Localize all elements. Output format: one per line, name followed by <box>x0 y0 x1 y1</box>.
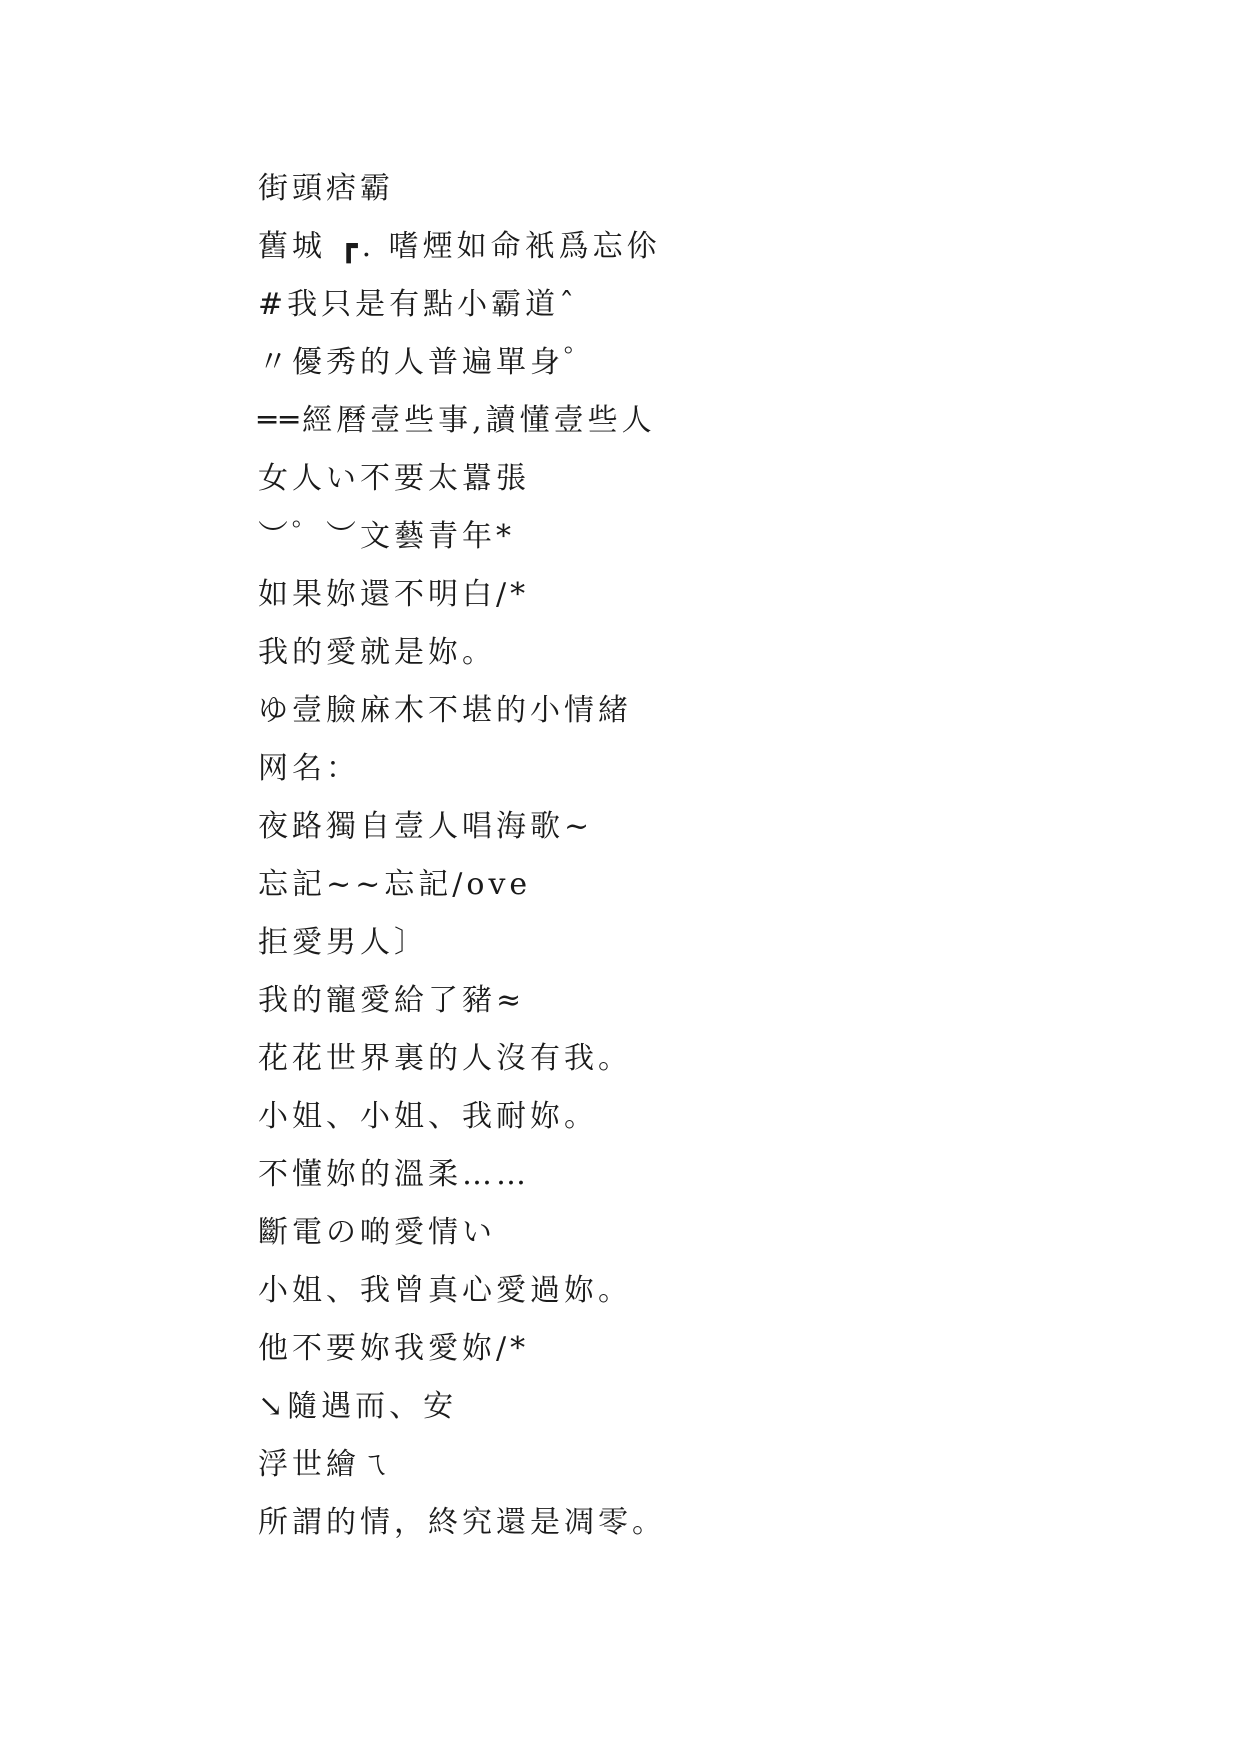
list-item: 斷電の啲愛情い <box>258 1215 496 1250</box>
list-item: 女人い不要太囂張 <box>258 461 530 496</box>
list-item: 不懂妳的溫柔…… <box>258 1157 530 1192</box>
list-item: 浮世繪ㄟ <box>258 1447 394 1482</box>
list-item: 他不要妳我愛妳/* <box>258 1331 530 1366</box>
list-item: 夜路獨自壹人唱海歌~ <box>258 809 594 844</box>
list-item: 小姐、小姐、我耐妳。 <box>258 1099 598 1134</box>
list-item: 花花世界裏的人沒有我。 <box>258 1041 632 1076</box>
list-item: 街頭痞霸 <box>258 171 394 206</box>
nickname-list <box>258 160 666 1552</box>
list-item: 我的寵愛給了豬≈ <box>258 983 526 1018</box>
list-item: ゆ壹臉麻木不堪的小情緒 <box>258 693 632 728</box>
list-item: 舊城 ┏. 嗜煙如命衹爲忘伱 <box>258 229 661 264</box>
list-item: ︶゜︶文藝青年* <box>258 519 515 554</box>
list-item: 所謂的情，終究還是凋零。 <box>258 1505 666 1540</box>
list-item: ↘隨遇而、安 <box>258 1389 458 1424</box>
list-item: 〃優秀的人普遍單身゜ <box>258 345 598 380</box>
list-item: 我的愛就是妳。 <box>258 635 496 670</box>
section-heading: 网名： <box>258 751 360 786</box>
list-item: ══經曆壹些事,讀懂壹些人 <box>258 403 656 438</box>
list-item: 拒愛男人〕 <box>258 925 428 960</box>
list-item: #我只是有點小霸道ˆ <box>258 287 579 322</box>
list-item: 忘記~~忘記/ove <box>258 867 532 902</box>
list-item: 小姐、我曾真心愛過妳。 <box>258 1273 632 1308</box>
list-item: 如果妳還不明白/* <box>258 577 530 612</box>
